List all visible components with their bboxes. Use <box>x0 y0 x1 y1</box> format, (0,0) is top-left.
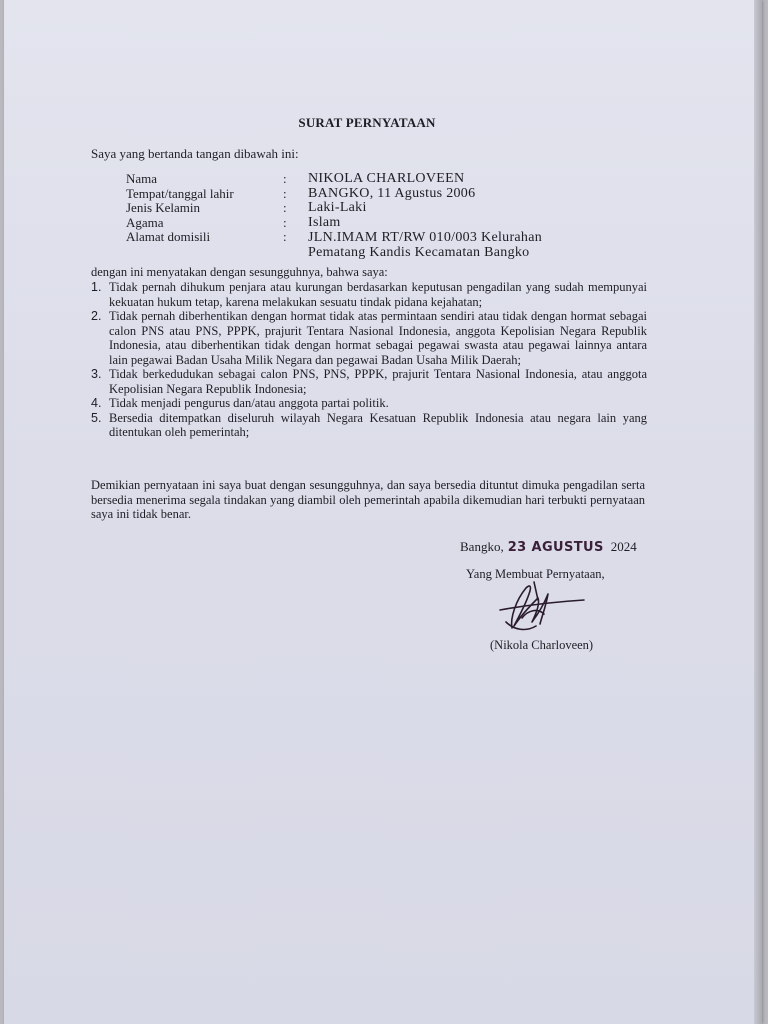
identity-label: Tempat/tanggal lahir <box>126 185 234 201</box>
identity-label: Jenis Kelamin <box>126 200 201 216</box>
identity-colon: : <box>283 185 287 201</box>
signer-name: (Nikola Charloveen) <box>490 638 594 652</box>
identity-row-address <box>126 230 542 260</box>
item-text: Tidak pernah dihukum penjara atau kurungan berdasarkan keputusan pengadilan yang sudah mempunyai kekuatan hukum tetap, karena melakukan sesuatu tindak pidana kejahatan; <box>109 280 647 309</box>
address-line-2: Pematang Kandis Kecamatan Bangko <box>308 245 530 261</box>
list-item <box>91 309 647 367</box>
identity-label: Agama <box>126 214 164 230</box>
item-number: 3. <box>91 367 102 381</box>
identity-label: Nama <box>126 171 158 186</box>
identity-label: Alamat domisili <box>126 229 211 245</box>
identity-row-name <box>126 172 542 187</box>
list-item <box>91 367 647 396</box>
identity-colon: : <box>283 229 287 245</box>
identity-value: Islam <box>308 214 341 230</box>
identity-address-value <box>308 230 542 260</box>
identity-value: BANGKO, 11 Agustus 2006 <box>308 185 476 201</box>
item-number: 1. <box>91 280 102 294</box>
list-item <box>91 280 647 309</box>
closing-paragraph: Demikian pernyataan ini saya buat dengan sesungguhnya, dan saya bersedia dituntut dimuka pengadilan serta bersedia menerima segala tindakan yang diambil oleh pemerintah apabila dikemudian hari terbukti pernyataan saya ini tidak benar. <box>91 478 645 521</box>
identity-row-gender <box>126 201 542 216</box>
item-text: Tidak menjadi pengurus dan/atau anggota partai politik. <box>109 396 389 410</box>
identity-colon: : <box>283 200 287 216</box>
statement-intro: dengan ini menyatakan dengan sesungguhnya, bahwa saya: <box>91 265 388 279</box>
identity-row-religion <box>126 216 542 231</box>
statement-list <box>91 280 647 440</box>
item-number: 2. <box>91 309 102 323</box>
identity-colon: : <box>283 214 287 230</box>
place-text: Bangko, <box>460 539 504 554</box>
item-number: 4. <box>91 396 102 410</box>
identity-colon: : <box>283 171 287 186</box>
item-text: Tidak berkedudukan sebagai calon PNS, PNS, PPPK, prajurit Tentara Nasional Indonesia, atau anggota Kepolisian Negara Republik Indonesia; <box>109 367 647 396</box>
list-item <box>91 411 647 440</box>
signature-icon <box>492 570 592 640</box>
handwritten-date: 23 AGUSTUS <box>507 540 604 555</box>
identity-block <box>126 172 542 260</box>
list-item <box>91 396 647 411</box>
place-date-line <box>460 539 637 555</box>
year-text: 2024 <box>610 539 637 554</box>
identity-row-birth <box>126 187 542 202</box>
document-title: SURAT PERNYATAAN <box>298 115 436 130</box>
intro-text: Saya yang bertanda tangan dibawah ini: <box>91 146 299 161</box>
item-number: 5. <box>91 410 102 425</box>
item-text: Bersedia ditempatkan diseluruh wilayah Negara Kesatuan Republik Indonesia atau negara lain yang ditentukan oleh pemerintah; <box>109 410 647 439</box>
item-text: Tidak pernah diberhentikan dengan hormat tidak atas permintaan sendiri atau tidak dengan hormat sebagai calon PNS atau PNS, PPPK, prajurit Tentara Nasional Indonesia, anggota Kepolisian Negara Republik Indonesia, atau diberhentikan tidak dengan hormat sebagai pegawai swasta atau pegawai lainnya antara lain pegawai Badan Usaha Milik Negara dan pegawai Badan Usaha Milik Daerah; <box>109 309 647 367</box>
address-line-1: JLN.IMAM RT/RW 010/003 Kelurahan <box>308 230 543 246</box>
identity-value: NIKOLA CHARLOVEEN <box>308 171 465 186</box>
identity-value: Laki-Laki <box>308 200 367 216</box>
maker-label: Yang Membuat Pernyataan, <box>466 567 605 581</box>
